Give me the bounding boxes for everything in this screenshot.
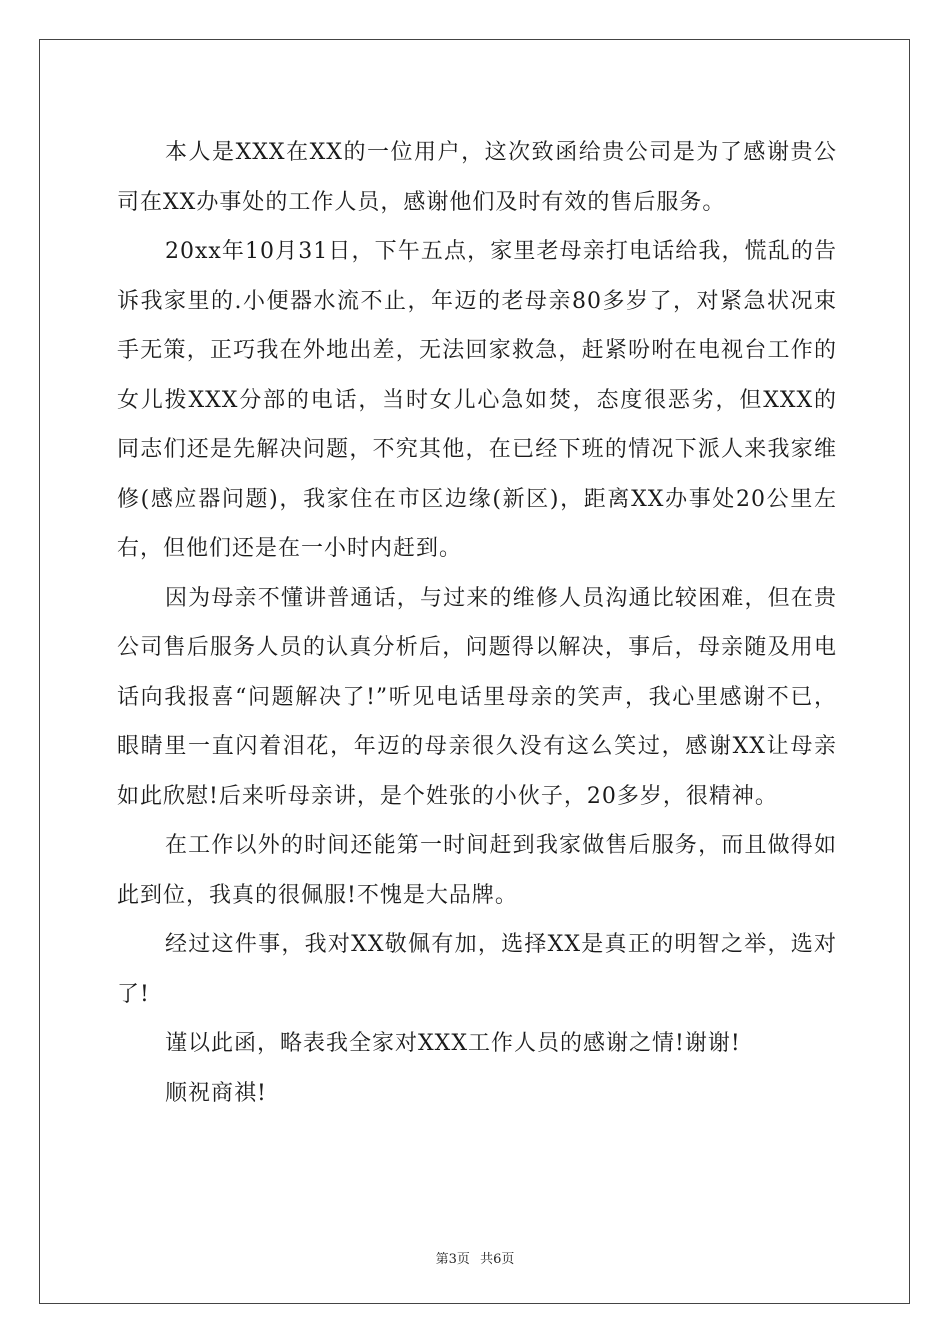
paragraph-incident: 20xx年10月31日，下午五点，家里老母亲打电话给我，慌乱的告诉我家里的.小便器水流不止，年迈的老母亲80多岁了，对紧急状况束手无策，正巧我在外地出差，无法回家救急，赶紧吩咐在电视台工作的女儿拨XXX分部的电话，当时女儿心急如焚，态度很恶劣，但XXX的同志们还是先解决问题，不究其他，在已经下班的情况下派人来我家维修(感应器问题)，我家住在市区边缘(新区)，距离XX办事处20公里左右，但他们还是在一小时内赶到。 bbox=[117, 239, 837, 561]
paragraph-conclusion: 经过这件事，我对XX敬佩有加，选择XX是真正的明智之举，选对了! bbox=[117, 932, 837, 1007]
page-footer bbox=[0, 1248, 950, 1267]
paragraph-resolution: 因为母亲不懂讲普通话，与过来的维修人员沟通比较困难，但在贵公司售后服务人员的认真分析后，问题得以解决，事后，母亲随及用电话向我报喜“问题解决了!”听见电话里母亲的笑声，我心里感谢不已，眼睛里一直闪着泪花，年迈的母亲很久没有这么笑过，感谢XX让母亲如此欣慰!后来听母亲讲，是个姓张的小伙子，20多岁，很精神。 bbox=[117, 585, 837, 809]
letter-body bbox=[117, 128, 837, 1118]
page-number: 第3页 bbox=[435, 1252, 470, 1267]
page-total: 共6页 bbox=[480, 1252, 515, 1267]
paragraph-intro: 本人是XXX在XX的一位用户，这次致函给贵公司是为了感谢贵公司在XX办事处的工作人员，感谢他们及时有效的售后服务。 bbox=[117, 140, 837, 215]
paragraph-closing: 顺祝商祺! bbox=[165, 1080, 267, 1106]
paragraph-thanks: 谨以此函，略表我全家对XXX工作人员的感谢之情!谢谢! bbox=[165, 1031, 741, 1056]
paragraph-praise: 在工作以外的时间还能第一时间赶到我家做售后服务，而且做得如此到位，我真的很佩服!不愧是大品牌。 bbox=[117, 833, 837, 908]
